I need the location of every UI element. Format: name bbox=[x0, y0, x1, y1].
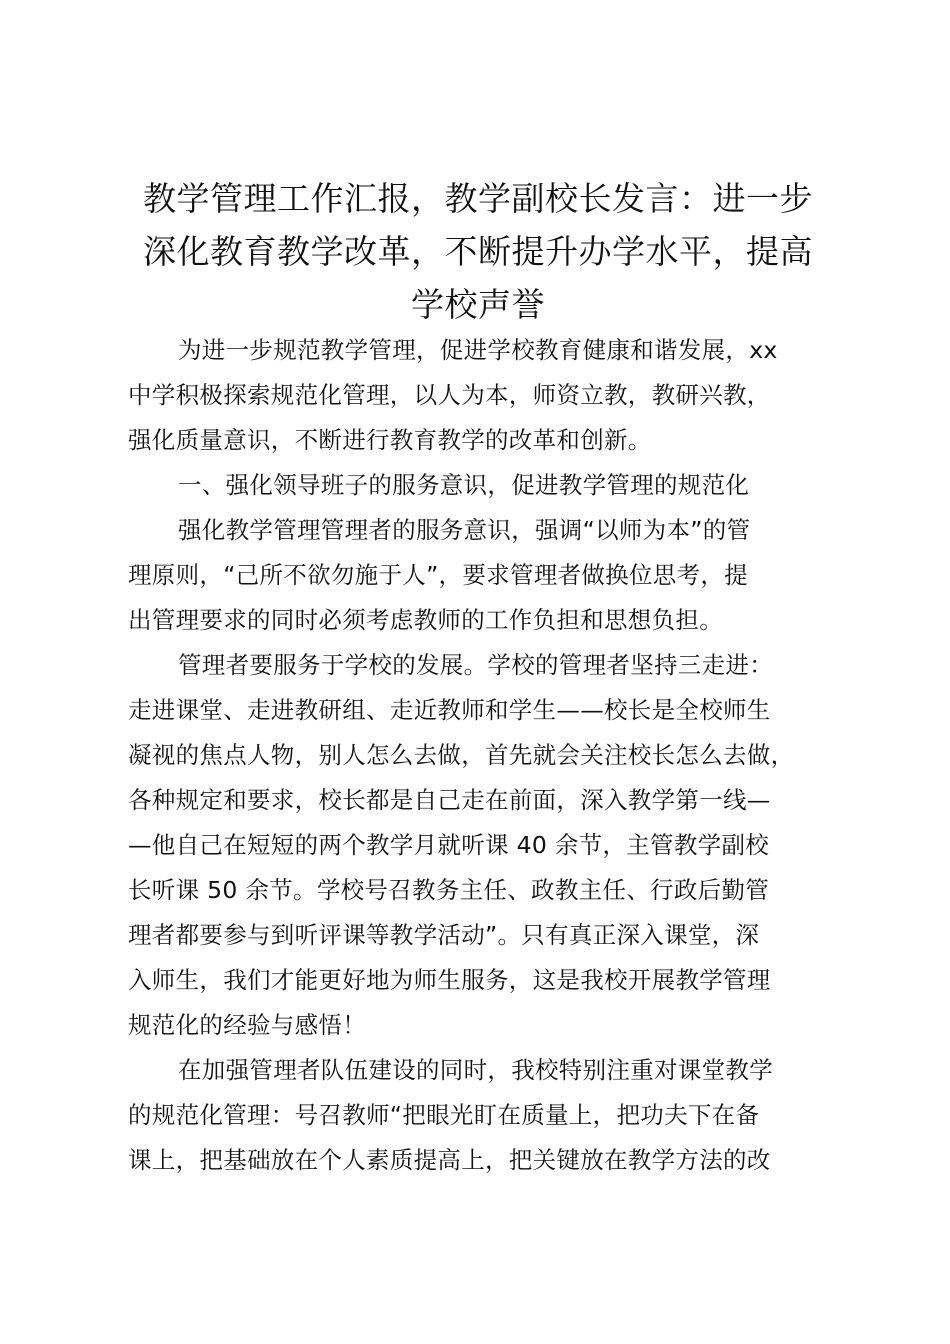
paragraph-service-awareness bbox=[128, 508, 848, 643]
text-line: 理原则，“己所不欲勿施于人”，要求管理者做换位思考，提 bbox=[128, 561, 748, 589]
text-line: 中学积极探索规范化管理，以人为本，师资立教，教研兴教， bbox=[128, 381, 771, 409]
title-line: 教学管理工作汇报，教学副校长发言：进一步 bbox=[143, 179, 813, 218]
text-line: 强化教学管理管理者的服务意识，强调“以师为本”的管 bbox=[178, 516, 751, 544]
text-line: 规范化的经验与感悟！ bbox=[128, 1011, 366, 1039]
text-line: 出管理要求的同时必须考虑教师的工作负担和思想负担。 bbox=[128, 606, 723, 634]
text-line: 课上，把基础放在个人素质提高上，把关键放在教学方法的改 bbox=[128, 1146, 771, 1174]
text-line: 各种规定和要求，校长都是自己走在前面，深入教学第一线— bbox=[128, 786, 771, 814]
text-line: 长听课 50 余节。学校号召教务主任、政教主任、行政后勤管 bbox=[128, 876, 770, 904]
paragraph-managers-serve bbox=[128, 643, 848, 1048]
text-line: 一、强化领导班子的服务意识，促进教学管理的规范化 bbox=[178, 471, 750, 499]
text-line: —他自己在短短的两个教学月就听课 40 余节，主管教学副校 bbox=[128, 831, 770, 859]
text-line: 走进课堂、走进教研组、走近教师和学生——校长是全校师生 bbox=[128, 696, 771, 724]
document-title bbox=[118, 172, 838, 331]
paragraph-classroom-management bbox=[128, 1048, 848, 1183]
text-line: 理者都要参与到听评课等教学活动”。只有真正深入课堂，深 bbox=[128, 921, 760, 949]
text-line: 凝视的焦点人物，别人怎么去做，首先就会关注校长怎么去做， bbox=[128, 741, 795, 769]
text-line: 强化质量意识，不断进行教育教学的改革和创新。 bbox=[128, 426, 652, 454]
text-line: 为进一步规范教学管理，促进学校教育健康和谐发展，xx bbox=[178, 336, 778, 364]
document-body bbox=[128, 328, 848, 1183]
text-line: 入师生，我们才能更好地为师生服务，这是我校开展教学管理 bbox=[128, 966, 771, 994]
text-line: 管理者要服务于学校的发展。学校的管理者坚持三走进： bbox=[178, 651, 773, 679]
paragraph-intro bbox=[128, 328, 848, 463]
text-line: 的规范化管理：号召教师“把眼光盯在质量上，把功夫下在备 bbox=[128, 1101, 760, 1129]
title-line: 深化教育教学改革，不断提升办学水平，提高 bbox=[143, 232, 813, 271]
title-line: 学校声誉 bbox=[411, 285, 545, 324]
section-heading bbox=[128, 463, 848, 508]
text-line: 在加强管理者队伍建设的同时，我校特别注重对课堂教学 bbox=[178, 1056, 773, 1084]
